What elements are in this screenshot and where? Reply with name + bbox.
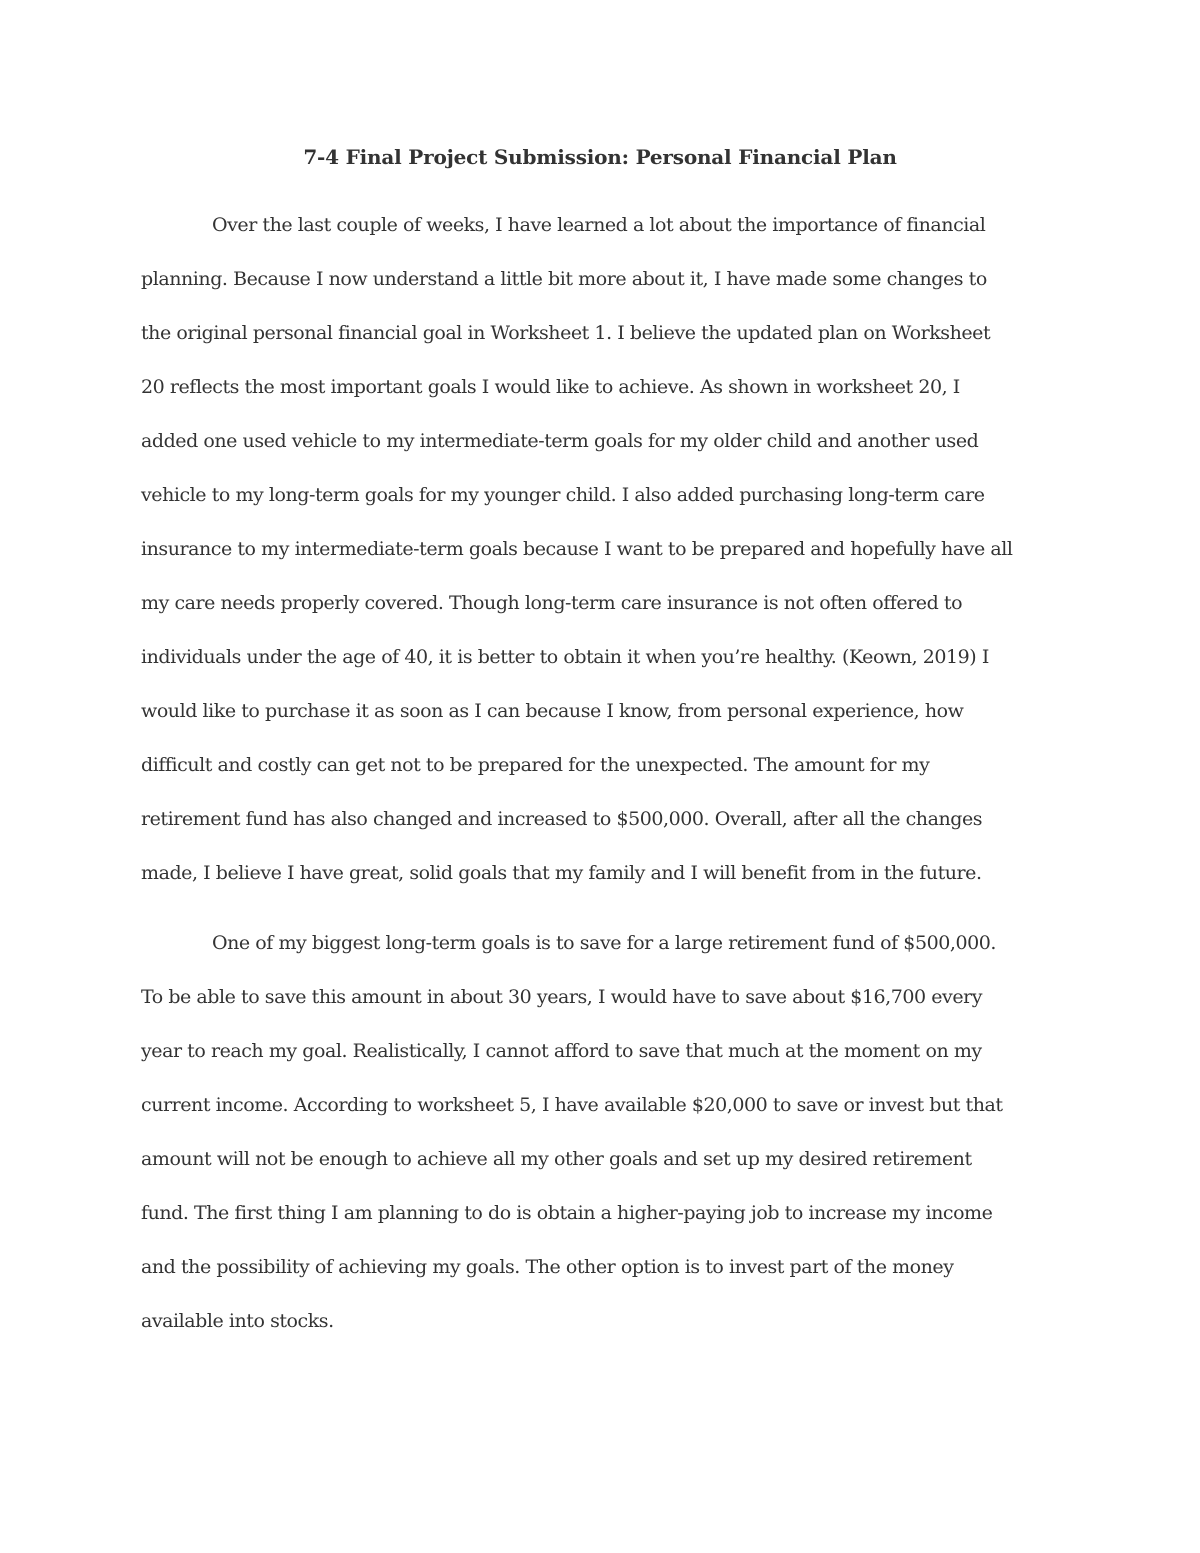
paragraph-2-line-4: current income. According to worksheet 5, I have available $20,000 to save or invest but that xyxy=(141,1094,1003,1116)
paragraph-1-line-4: 20 reflects the most important goals I would like to achieve. As shown in worksheet 20, I xyxy=(141,376,960,398)
paragraph-1-line-11: difficult and costly can get not to be prepared for the unexpected. The amount for my xyxy=(141,754,930,776)
paragraph-2-line-2: To be able to save this amount in about 30 years, I would have to save about $16,700 every xyxy=(141,986,983,1008)
paragraph-1-line-5: added one used vehicle to my intermediate-term goals for my older child and another used xyxy=(141,430,979,452)
paragraph-2-line-6: fund. The first thing I am planning to do is obtain a higher-paying job to increase my income xyxy=(141,1202,993,1224)
paragraph-1-line-8: my care needs properly covered. Though long-term care insurance is not often offered to xyxy=(141,592,963,614)
document-title: 7-4 Final Project Submission: Personal Financial Plan xyxy=(303,145,897,169)
paragraph-2-line-5: amount will not be enough to achieve all my other goals and set up my desired retirement xyxy=(141,1148,972,1170)
paragraph-1-line-1: Over the last couple of weeks, I have learned a lot about the importance of financial xyxy=(212,214,986,236)
paragraph-1-line-10: would like to purchase it as soon as I can because I know, from personal experience, how xyxy=(141,700,964,722)
paragraph-1-line-13: made, I believe I have great, solid goals that my family and I will benefit from in the future. xyxy=(141,862,982,884)
paragraph-1-line-3: the original personal financial goal in Worksheet 1. I believe the updated plan on Worksheet xyxy=(141,322,991,344)
paragraph-2-line-7: and the possibility of achieving my goals. The other option is to invest part of the money xyxy=(141,1256,954,1278)
paragraph-2-line-1: One of my biggest long-term goals is to save for a large retirement fund of $500,000. xyxy=(212,932,996,954)
paragraph-1-line-7: insurance to my intermediate-term goals because I want to be prepared and hopefully have all xyxy=(141,538,1013,560)
paragraph-2-line-3: year to reach my goal. Realistically, I cannot afford to save that much at the moment on my xyxy=(141,1040,982,1062)
paragraph-1-line-2: planning. Because I now understand a little bit more about it, I have made some changes to xyxy=(141,268,987,290)
paragraph-1-line-12: retirement fund has also changed and increased to $500,000. Overall, after all the changes xyxy=(141,808,983,830)
paragraph-2-line-8: available into stocks. xyxy=(141,1310,334,1332)
paragraph-1-line-9: individuals under the age of 40, it is better to obtain it when you’re healthy. (Keown, 2019) I xyxy=(141,646,989,668)
paragraph-1-line-6: vehicle to my long-term goals for my younger child. I also added purchasing long-term care xyxy=(141,484,985,506)
